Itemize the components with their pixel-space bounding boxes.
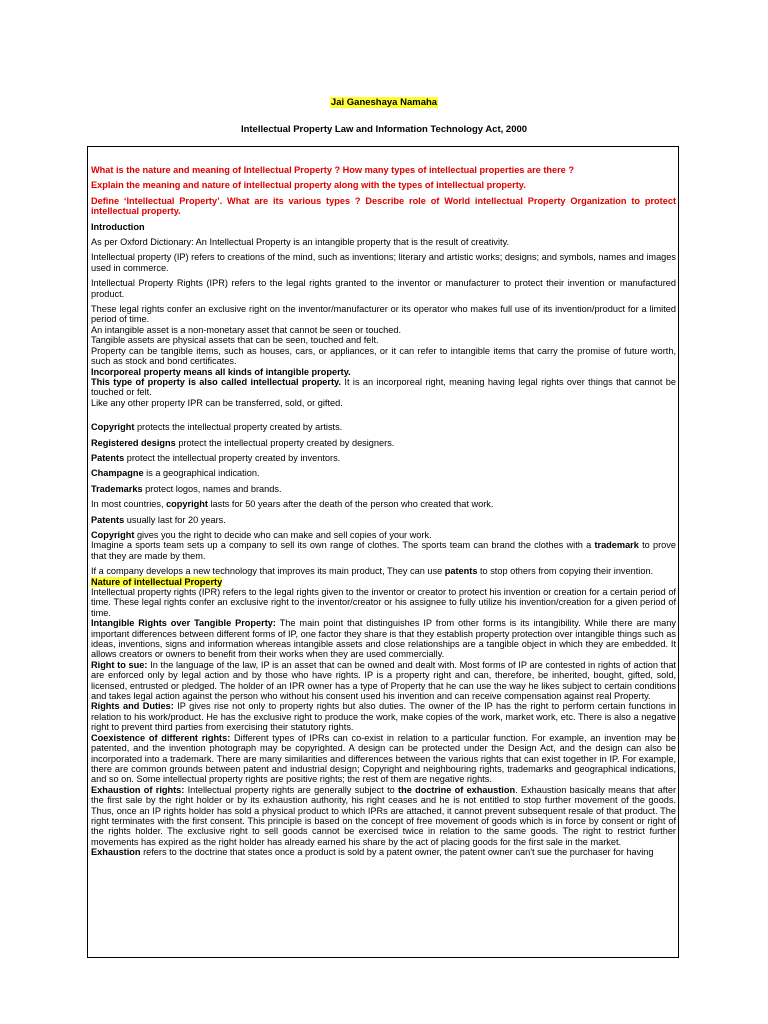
type-item: In most countries, copyright lasts for 50 years after the death of the person who created that work. [91, 499, 494, 510]
intro-paragraph: As per Oxford Dictionary: An Intellectual Property is an intangible property that is the result of creativity. [91, 237, 510, 248]
nature-paragraph: Rights and Duties: IP gives rise not only to property rights but also duties. The owner of the IP has the right to perform certain functions in relation to his work/product. He has the exclusive right to produce the work, make copies of the work, market work, etc. There is also a negative right to prevent third parties from exercising their statutory rights. [91, 701, 676, 733]
nature-paragraph: Exhaustion refers to the doctrine that states once a product is sold by a patent owner, the patent owner can't sue the purchaser for having [91, 847, 654, 858]
type-item: Copyright gives you the right to decide who can make and sell copies of your work. [91, 529, 432, 540]
intro-paragraph: An intangible asset is a non-monetary asset that cannot be seen or touched. [91, 324, 402, 335]
type-item: Imagine a sports team sets up a company to sell its own range of clothes. The sports team can brand the clothes with a trademark to prove that they are made by them. [91, 540, 676, 561]
type-item: If a company develops a new technology that improves its main product, They can use patents to stop others from copying their invention. [91, 566, 654, 577]
type-item: Patents usually last for 20 years. [91, 514, 226, 525]
nature-paragraph: Exhaustion of rights: Intellectual property rights are generally subject to the doctrine of exhaustion. Exhaustion basically means that after the first sale by the right holder or by its exhaustion authority, his right ceases and he is not entitled to stop further movement of the goods. Thus, once an IP rights holder has sold a physical product to which IPRs are attached, it cannot prevent subsequent resale of that product. The right terminates with the first consent. This principle is based on the concept of free movement of goods which is in force by consent or right of the rights holder. The exclusive right to sell goods cannot be exercised twice in relation to the same goods. The right to restrict further movements has expired as the right holder has already earned his share by the act of placing goods for the first sale in the market. [91, 784, 677, 847]
document-title: Intellectual Property Law and Information Technology Act, 2000 [240, 124, 528, 135]
intro-paragraph: Intellectual Property Rights (IPR) refers to the legal rights granted to the inventor or manufacturer to protect their invention or manufactured product. [91, 278, 676, 299]
intro-paragraph: These legal rights confer an exclusive right on the inventor/manufacturer or its operator who makes full use of its invention/product for a limited period of time. [91, 304, 676, 325]
nature-paragraph: Coexistence of different rights: Different types of IPRs can co-exist in relation to a particular function. For example, an invention may be patented, and the invention photograph may be copyrighted. A design can be protected under the Design Act, and the design can also be incorporated into a trademark. There are many similarities and differences between the various rights that can exist together in IP. For example, there are common grounds between patent and industrial design; Copyright and neighbouring rights, trademarks and geographical indications, and so on. Some intellectual property rights are positive rights; the rest of them are negative rights. [91, 732, 676, 785]
type-item: Champagne is a geographical indication. [91, 468, 260, 479]
question-3: Define ‘Intellectual Property’. What are its various types ? Describe role of World intellectual Property Organization to protect intellectual property. [91, 195, 676, 217]
content-frame [87, 146, 679, 958]
intro-paragraph: Property can be tangible items, such as houses, cars, or appliances, or it can refer to intangible items that carry the promise of future worth, such as stock and bond certificates. [91, 345, 676, 367]
question-2: Explain the meaning and nature of intellectual property along with the types of intellectual property. [91, 180, 526, 191]
nature-paragraph: Intellectual property rights (IPR) refers to the legal rights given to the inventor or creator to protect his invention or creation for a certain period of time. These legal rights confer an exclusive right to the inventor/creator or his assignee to fully utilize his invention/creation for a given period of time. [91, 587, 676, 618]
intro-paragraph: Intellectual property (IP) refers to creations of the mind, such as inventions; literary and artistic works; designs; and symbols, names and images used in commerce. [91, 252, 676, 273]
intro-paragraph: Incorporeal property means all kinds of intangible property. [91, 366, 351, 377]
type-item: Copyright protects the intellectual property created by artists. [91, 422, 343, 433]
intro-paragraph: Like any other property IPR can be transferred, sold, or gifted. [91, 397, 343, 408]
invocation-heading: Jai Ganeshaya Namaha [330, 97, 438, 108]
type-item: Trademarks protect logos, names and brands. [91, 483, 282, 494]
question-1: What is the nature and meaning of Intellectual Property ? How many types of intellectual properties are there ? [91, 165, 574, 175]
type-item: Patents protect the intellectual property created by inventors. [91, 452, 341, 463]
intro-paragraph: Tangible assets are physical assets that can be seen, touched and felt. [91, 335, 379, 346]
nature-heading: Nature of intellectual Property [91, 576, 223, 587]
intro-paragraph: This type of property is also called intellectual property. It is an incorporeal right, meaning having legal rights over things that cannot be touched or felt. [91, 376, 676, 398]
intro-heading: Introduction [91, 221, 145, 232]
nature-paragraph: Right to sue: In the language of the law, IP is an asset that can be owned and dealt with. Most forms of IP are contested in rights of action that are enforced only by legal action and by those who have rights. IP is a property right and can, therefore, be inherited, bought, gifted, sold, licensed, entrusted or pledged. The holder of an IPR owner has a type of Property that he can use the way he likes subject to certain conditions and takes legal action against the person who without his consent used his invention and can receive compensation against real Property. [91, 659, 676, 702]
document-body [91, 165, 676, 858]
nature-paragraph: Intangible Rights over Tangible Property: The main point that distinguishes IP from other forms is its intangibility. While there are many important differences between different forms of IP, one factor they share is that they establish property protection over intangible things such as ideas, inventions, signs and information whereas intangible assets and close relationships are a tangible object in which they are embedded. It allows creators or owners to benefit from their works when they are used commercially. [91, 618, 676, 660]
type-item: Registered designs protect the intellectual property created by designers. [91, 437, 395, 448]
